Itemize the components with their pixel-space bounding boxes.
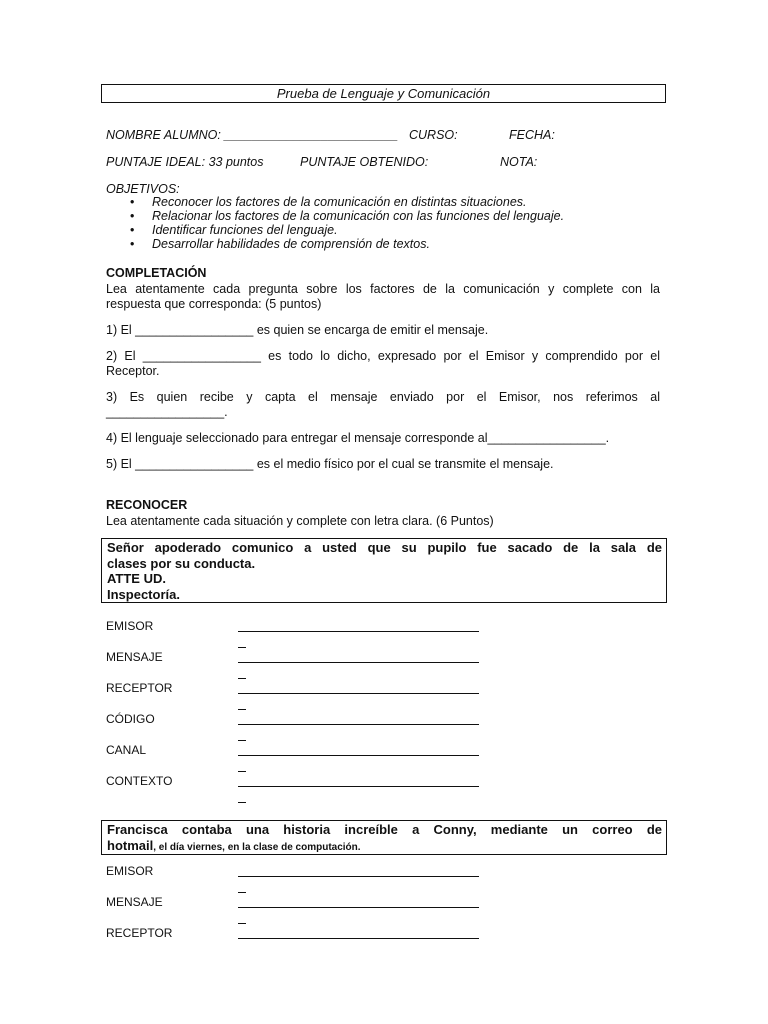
recognize-instruction: Lea atentamente cada situación y complete con letra clara. (6 Puntos) xyxy=(106,514,494,528)
question-2: 2) El _________________ es todo lo dicho, expresado por el Emisor y comprendido por el xyxy=(106,349,660,363)
completion-heading: COMPLETACIÓN xyxy=(106,266,207,280)
codigo-answer-line[interactable] xyxy=(238,724,479,725)
objective-item: • Reconocer los factores de la comunicación en distintas situaciones. xyxy=(106,195,564,209)
mensaje-label: MENSAJE xyxy=(106,895,163,909)
receptor-answer-line[interactable] xyxy=(238,693,479,694)
situation-1-line: clases por su conducta. xyxy=(107,555,256,571)
answer-line-dash xyxy=(238,678,246,679)
situation-2-hotmail: hotmail xyxy=(107,837,154,853)
receptor-answer-line[interactable] xyxy=(238,938,479,939)
receptor-label: RECEPTOR xyxy=(106,926,173,940)
situation-2-box xyxy=(101,820,667,855)
emisor-label: EMISOR xyxy=(106,619,154,633)
obtained-score: PUNTAJE OBTENIDO: xyxy=(300,155,429,169)
answer-line-dash xyxy=(238,923,246,924)
contexto-answer-line[interactable] xyxy=(238,786,479,787)
objectives-list xyxy=(106,195,564,251)
exam-title: Prueba de Lenguaje y Comunicación xyxy=(101,84,666,103)
mensaje-answer-line[interactable] xyxy=(238,907,479,908)
completion-instruction-cont: respuesta que corresponda: (5 puntos) xyxy=(106,297,322,311)
question-3-cont: _________________. xyxy=(106,405,228,419)
situation-1-box xyxy=(101,538,667,603)
codigo-label: CÓDIGO xyxy=(106,712,155,726)
answer-line-dash xyxy=(238,740,246,741)
situation-1-line: ATTE UD. xyxy=(107,571,166,586)
objective-item: • Desarrollar habilidades de comprensión de textos. xyxy=(106,237,564,251)
objective-item: • Identificar funciones del lenguaje. xyxy=(106,223,564,237)
question-2-cont: Receptor. xyxy=(106,364,160,378)
ideal-score: PUNTAJE IDEAL: 33 puntos xyxy=(106,155,264,169)
answer-line-dash xyxy=(238,709,246,710)
recognize-heading: RECONOCER xyxy=(106,498,188,512)
answer-line-dash xyxy=(238,802,246,803)
contexto-label: CONTEXTO xyxy=(106,774,173,788)
course-field: CURSO: xyxy=(409,128,458,142)
mensaje-answer-line[interactable] xyxy=(238,662,479,663)
date-field: FECHA: xyxy=(509,128,555,142)
grade-field: NOTA: xyxy=(500,155,538,169)
emisor-answer-line[interactable] xyxy=(238,876,479,877)
question-3: 3) Es quien recibe y capta el mensaje enviado por el Emisor, nos referimos al xyxy=(106,390,660,404)
objectives-heading: OBJETIVOS: xyxy=(106,182,180,196)
situation-1-line: Inspectoría. xyxy=(107,586,180,602)
question-5: 5) El _________________ es el medio físico por el cual se transmite el mensaje. xyxy=(106,457,554,471)
answer-line-dash xyxy=(238,771,246,772)
receptor-label: RECEPTOR xyxy=(106,681,173,695)
question-4: 4) El lenguaje seleccionado para entregar el mensaje corresponde al_________________. xyxy=(106,431,610,445)
canal-answer-line[interactable] xyxy=(238,755,479,756)
question-1: 1) El _________________ es quien se encarga de emitir el mensaje. xyxy=(106,323,489,337)
situation-2-detail: , el día viernes, en la clase de computación. xyxy=(153,841,361,853)
completion-instruction: Lea atentamente cada pregunta sobre los factores de la comunicación y complete con la xyxy=(106,282,660,296)
objective-item: • Relacionar los factores de la comunicación con las funciones del lenguaje. xyxy=(106,209,564,223)
answer-line-dash xyxy=(238,892,246,893)
answer-line-dash xyxy=(238,647,246,648)
emisor-answer-line[interactable] xyxy=(238,631,479,632)
situation-2-line: Francisca contaba una historia increíble a Conny, mediante un correo de xyxy=(107,822,662,837)
student-name-field: NOMBRE ALUMNO: _________________________ xyxy=(106,128,399,142)
canal-label: CANAL xyxy=(106,743,147,757)
mensaje-label: MENSAJE xyxy=(106,650,163,664)
situation-1-line: Señor apoderado comunico a usted que su pupilo fue sacado de la sala de xyxy=(107,540,662,555)
situation-2-line xyxy=(107,838,662,856)
emisor-label: EMISOR xyxy=(106,864,154,878)
